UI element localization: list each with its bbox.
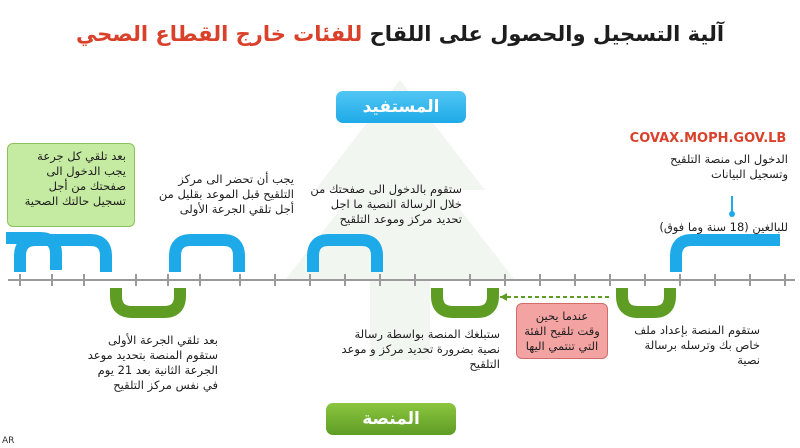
step-login-sms: ستقوم بالدخول الى صفحتك من خلال الرسالة النصية ما اجل تحديد مركز وموعد التلقيح [310,182,462,226]
blue-arc-4 [676,240,780,272]
group-turn-note: عندما يحين وقت تلقيح الفئة التي تنتمي اليها [516,303,608,359]
blue-arc-3 [313,240,377,272]
green-arc-1 [116,288,180,312]
step-platform-notify: ستبلغك المنصة بواسطة رسالة نصية بضرورة تحديد مركز و موعد التلقيح [341,327,500,371]
corner-label: AR [2,436,15,446]
beneficiary-label: المستفيد [362,97,440,117]
page-title: آلية التسجيل والحصول على اللقاح للفئات خارج القطاع الصحي [75,22,725,46]
green-arc-3 [622,288,670,312]
platform-label: المنصة [362,409,420,429]
step-platform-file: ستقوم المنصة بإعداد ملف خاص بك وترسله برسالة نصية [634,323,760,367]
adults-note: للبالغين (18 سنة وما فوق) [659,220,788,234]
step-register: الدخول الى منصة التلقيح وتسجيل البيانات [670,152,788,181]
green-arc-2 [437,288,493,312]
covax-url[interactable]: COVAX.MOPH.GOV.LB [629,131,787,146]
health-status-note: بعد تلقي كل جرعة يجب الدخول الى صفحتك من أجل تسجيل حالتك الصحية [7,143,135,227]
blue-arc-1-left [20,240,106,272]
step-second-dose: بعد تلقي الجرعة الأولى ستقوم المنصة بتحديد موعد الجرعة الثانية بعد 21 يوم في نفس مركز التلقيح [87,333,218,392]
blue-arc-2 [175,240,239,272]
platform-pill [326,403,456,435]
url-connector-dot [729,211,735,217]
step-attend-center: يجب أن تحضر الى مركز التلقيح قبل الموعد بقليل من أجل تلقي الجرعة الأولى [158,172,294,216]
connector-arrow-icon [500,293,507,301]
